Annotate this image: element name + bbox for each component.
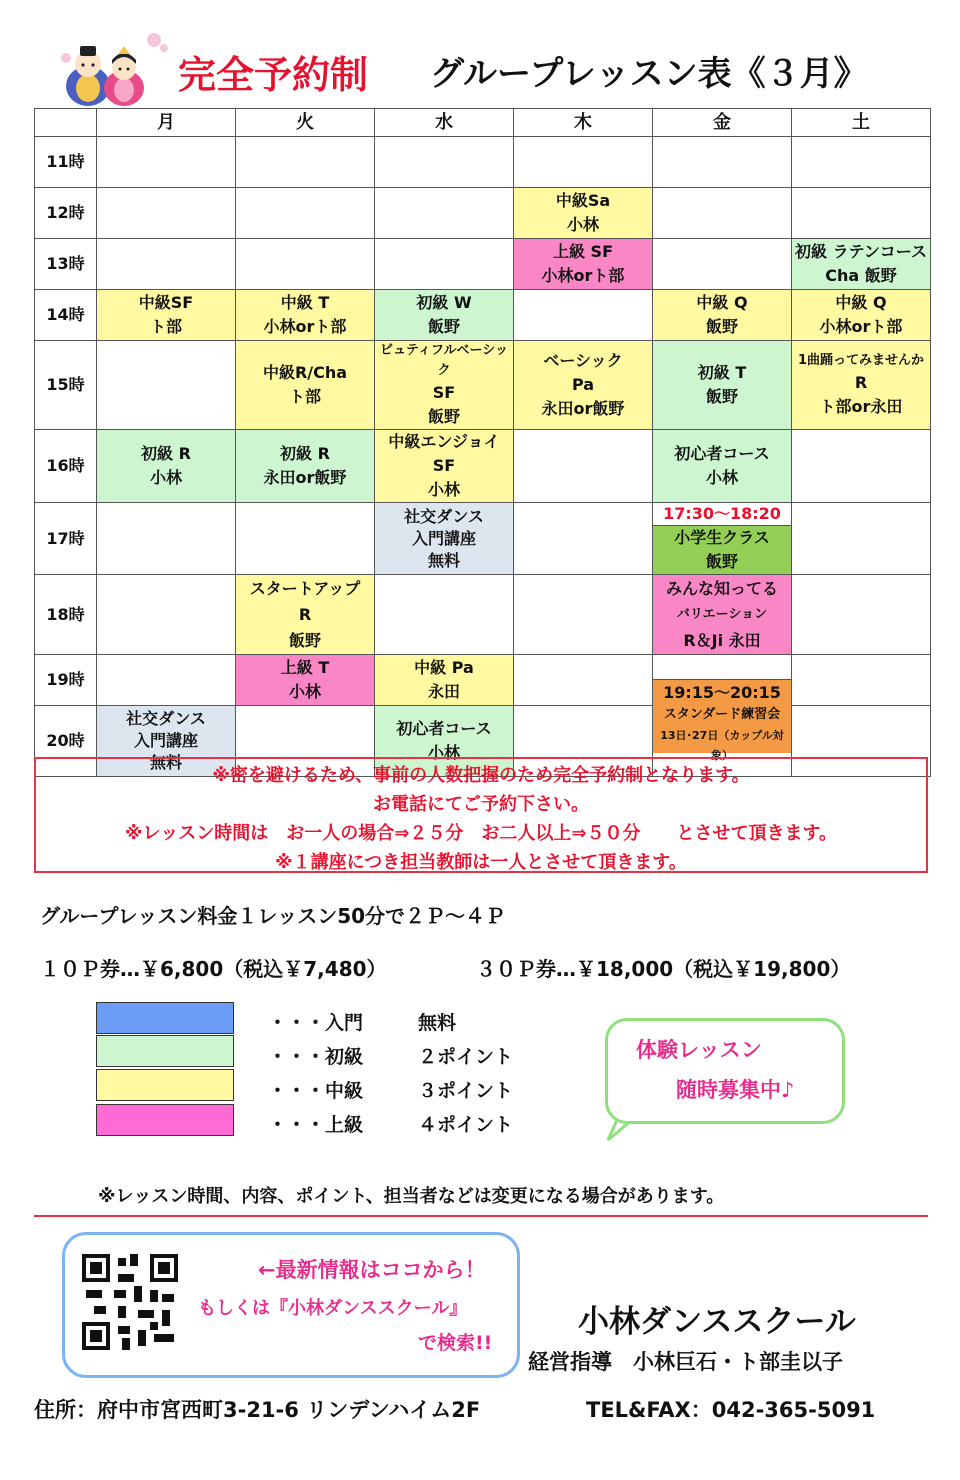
legend-points: ３ポイント xyxy=(418,1080,514,1102)
table-row xyxy=(35,503,931,575)
hour-label: 12時 xyxy=(35,188,97,239)
day-header-fri: 金 xyxy=(653,109,792,137)
reservation-notice xyxy=(34,757,928,873)
empty-cell xyxy=(792,188,931,239)
empty-cell xyxy=(653,137,792,188)
lesson-cell: 中級 Q 小林orト部 xyxy=(792,290,931,341)
legend-swatch-intro xyxy=(96,1002,234,1034)
hour-label: 18時 xyxy=(35,575,97,655)
empty-cell xyxy=(792,575,931,655)
hour-label: 15時 xyxy=(35,341,97,430)
lesson-title: スタンダード練習会 xyxy=(663,707,781,722)
legend-swatch-advanced xyxy=(96,1104,234,1136)
hina-dolls-illustration xyxy=(58,28,178,108)
empty-cell xyxy=(792,137,931,188)
notice-line: お電話にてご予約下さい。 xyxy=(373,794,589,815)
empty-cell xyxy=(514,655,653,706)
empty-cell xyxy=(97,341,236,430)
lesson-cell xyxy=(653,503,792,575)
empty-cell xyxy=(375,137,514,188)
latest-info-text: ←最新情報はココから！ xyxy=(258,1258,486,1282)
lesson-cell xyxy=(653,575,792,655)
lesson-cell: 上級 SF 小林orト部 xyxy=(514,239,653,290)
lesson-cell: 上級 T 小林 xyxy=(236,655,375,706)
lesson-cell: 中級Sa 小林 xyxy=(514,188,653,239)
empty-cell xyxy=(514,430,653,503)
lesson-detail: R ト部or永田 xyxy=(819,373,903,416)
table-row xyxy=(35,290,931,341)
hour-label: 16時 xyxy=(35,430,97,503)
trial-lesson-title: 体験レッスン xyxy=(636,1038,762,1062)
table-header-row xyxy=(35,109,931,137)
table-row xyxy=(35,575,931,655)
empty-cell xyxy=(97,575,236,655)
lesson-cell: 中級 T 小林orト部 xyxy=(236,290,375,341)
search-hint-text: もしくは『小林ダンススクール』 xyxy=(198,1298,468,1319)
legend-label: ・・・初級 xyxy=(268,1046,364,1068)
empty-cell xyxy=(236,239,375,290)
empty-cell xyxy=(514,575,653,655)
page-title: グループレッスン表《３月》 xyxy=(430,54,868,94)
hour-label: 11時 xyxy=(35,137,97,188)
day-header-mon: 月 xyxy=(97,109,236,137)
lesson-cell: 初級 R 永田or飯野 xyxy=(236,430,375,503)
day-header-sat: 土 xyxy=(792,109,931,137)
lesson-cell: 初心者コース 小林 xyxy=(653,430,792,503)
empty-cell xyxy=(514,137,653,188)
lesson-detail: R＆Ji 永田 xyxy=(683,630,761,650)
empty-cell xyxy=(375,575,514,655)
legend-points: 無料 xyxy=(418,1012,457,1034)
day-header-tue: 火 xyxy=(236,109,375,137)
lesson-cell: 社交ダンス 入門講座 無料 xyxy=(97,706,236,777)
lesson-cell: 中級SF ト部 xyxy=(97,290,236,341)
table-row xyxy=(35,137,931,188)
lesson-cell: 初級 T 飯野 xyxy=(653,341,792,430)
legend-swatch-beginner xyxy=(96,1035,234,1067)
lesson-detail: 小学生クラス 飯野 xyxy=(674,528,770,571)
empty-cell xyxy=(97,137,236,188)
empty-cell xyxy=(236,503,375,575)
hour-label: 19時 xyxy=(35,655,97,706)
management-names: 経営指導 小林巨石・ト部圭以子 xyxy=(528,1350,843,1374)
legend-swatch-intermediate xyxy=(96,1069,234,1101)
hour-label: 20時 xyxy=(35,706,97,777)
lesson-subtitle: バリエーション xyxy=(676,606,768,622)
lesson-title: みんな知ってる xyxy=(665,578,778,598)
lesson-cell: 社交ダンス 入門講座 無料 xyxy=(375,503,514,575)
corner-cell xyxy=(35,109,97,137)
table-row xyxy=(35,239,931,290)
lesson-time: 17:30～18:20 xyxy=(653,503,791,526)
lesson-cell: 初心者コース 小林 xyxy=(375,706,514,777)
lesson-cell: スタートアップ R 飯野 xyxy=(236,575,375,655)
empty-cell xyxy=(236,188,375,239)
empty-cell xyxy=(236,137,375,188)
title-reservation-only: 完全予約制 xyxy=(178,53,369,97)
lesson-cell: 初級 ラテンコース Cha 飯野 xyxy=(792,239,931,290)
lesson-cell: 中級R/Cha ト部 xyxy=(236,341,375,430)
empty-cell xyxy=(375,239,514,290)
empty-cell xyxy=(653,239,792,290)
address: 住所：府中市宮西町3-21-6 リンデンハイム2F xyxy=(34,1398,481,1422)
table-row xyxy=(35,188,931,239)
legend-label: ・・・上級 xyxy=(268,1114,364,1136)
ticket-10p-price: １０Ｐ券…￥6,800（税込￥7,480） xyxy=(40,957,387,981)
table-row xyxy=(35,430,931,503)
empty-cell xyxy=(792,503,931,575)
hour-label: 13時 xyxy=(35,239,97,290)
empty-cell xyxy=(653,188,792,239)
lesson-cell: 初級 R 小林 xyxy=(97,430,236,503)
empty-cell xyxy=(97,655,236,706)
table-row xyxy=(35,341,931,430)
lesson-cell xyxy=(375,341,514,430)
trial-lesson-recruiting: 随時募集中♪ xyxy=(676,1078,795,1102)
lesson-cell: 中級 Q 飯野 xyxy=(653,290,792,341)
lesson-note: 13日･27日（カップル対象） xyxy=(660,729,784,762)
legend-label: ・・・入門 xyxy=(268,1012,364,1034)
empty-cell xyxy=(792,430,931,503)
empty-cell xyxy=(97,503,236,575)
empty-cell xyxy=(97,188,236,239)
lesson-cell: 中級 Pa 永田 xyxy=(375,655,514,706)
school-name: 小林ダンススクール xyxy=(578,1304,856,1340)
day-header-wed: 水 xyxy=(375,109,514,137)
lesson-detail: SF 飯野 xyxy=(427,383,460,426)
lesson-cell xyxy=(653,679,791,762)
lesson-timetable xyxy=(34,108,931,777)
legend-label: ・・・中級 xyxy=(268,1080,364,1102)
empty-cell xyxy=(514,290,653,341)
notice-line: ※１講座につき担当教師は一人とさせて頂きます。 xyxy=(275,852,687,873)
header xyxy=(0,0,960,110)
tel-fax: TEL&FAX：042-365-5091 xyxy=(586,1398,876,1422)
change-disclaimer: ※レッスン時間、内容、ポイント、担当者などは変更になる場合があります。 xyxy=(98,1186,725,1207)
lesson-title: 1曲踊ってみませんか xyxy=(797,353,925,368)
lesson-time: 19:15～20:15 xyxy=(663,683,781,702)
lesson-cell xyxy=(792,341,931,430)
qr-code-icon[interactable] xyxy=(82,1254,178,1350)
hour-label: 17時 xyxy=(35,503,97,575)
pricing-title: グループレッスン料金１レッスン50分で２Ｐ～４Ｐ xyxy=(40,904,506,928)
day-header-thu: 木 xyxy=(514,109,653,137)
empty-cell xyxy=(792,655,931,706)
lesson-title: ビュティフルベーシック xyxy=(380,343,508,378)
search-cta-text: で検索!! xyxy=(418,1332,493,1354)
notice-line: ※レッスン時間は お一人の場合⇒２５分 お二人以上⇒５０分 とさせて頂きます。 xyxy=(124,823,838,844)
legend-points: ２ポイント xyxy=(418,1046,514,1068)
lesson-cell: 初級 W 飯野 xyxy=(375,290,514,341)
notice-line: ※密を避けるため、事前の人数把握のため完全予約制となります。 xyxy=(212,765,750,786)
legend-points: ４ポイント xyxy=(418,1114,514,1136)
lesson-cell: 中級エンジョイ SF 小林 xyxy=(375,430,514,503)
table-row xyxy=(35,655,931,706)
ticket-30p-price: ３０Ｐ券…￥18,000（税込￥19,800） xyxy=(476,957,851,981)
empty-cell xyxy=(97,239,236,290)
lesson-cell: ベーシック Pa 永田or飯野 xyxy=(514,341,653,430)
divider xyxy=(34,1215,928,1217)
empty-cell xyxy=(375,188,514,239)
empty-cell xyxy=(514,503,653,575)
hour-label: 14時 xyxy=(35,290,97,341)
